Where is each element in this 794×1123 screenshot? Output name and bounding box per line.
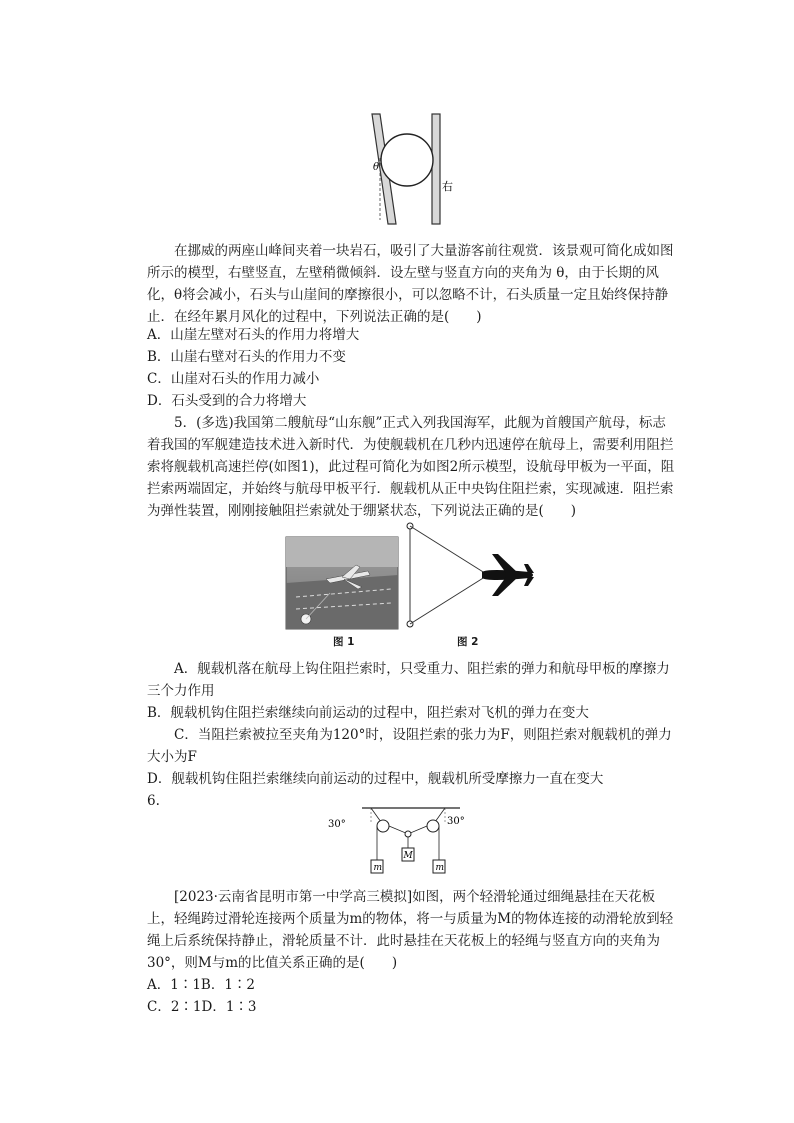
rock-between-cliffs-figure [360,108,460,228]
q5-option-c: C．当阻拦索被拉至夹角为120°时，设阻拦索的张力为F，则阻拦索对舰载机的弹力大小为F [147,727,672,765]
right-angle-label: 30° [447,816,465,827]
theta-label: θ [373,162,380,173]
middle-mass-label: M [403,851,413,861]
q5-option-b: B．舰载机钩住阻拦索继续向前运动的过程中，阻拦索对飞机的弹力在变大 [147,705,589,721]
q6-option-row-2: C．2∶1D．1∶3 [147,999,257,1015]
arresting-cable-model-figure [402,518,542,632]
figure-2-caption: 图 2 [457,636,479,648]
q5-stem: 5．(多选)我国第二艘航母“山东舰”正式入列我国海军，此舰为首艘国产航母，标志着我国的军舰建造技术进入新时代．为使舰载机在几秒内迅速停在航母上，需要利用阻拦索将舰载机高速拦停(如图1)，此过程可简化为如图2所示模型，设航母甲板为一平面，阻拦索两端固定，并始终与航母甲板平行．舰载机从正中央钩住阻拦索，实现减速．阻拦索为弹性装置，刚刚接触阻拦索就处于绷紧状态，下列说法正确的是( ) [147,415,675,519]
q6-stem: [2023·云南省昆明市第一中学高三模拟]如图，两个轻滑轮通过细绳悬挂在天花板上，轻绳跨过滑轮连接两个质量为m的物体，将一与质量为M的物体连接的动滑轮放到轻绳上后系统保持静止，滑轮质量不计．此时悬挂在天花板上的轻绳与竖直方向的夹角为30°，则M与m的比值关系正确的是( ) [147,889,674,971]
q4-option-a: A．山崖左壁对石头的作用力将增大 [147,327,360,343]
airplane-silhouette-icon [482,554,534,596]
q6-number: 6. [147,793,160,809]
figure-1-caption: 图 1 [333,636,355,648]
right-mass-label: m [435,863,445,873]
right-fixed-pulley [427,820,439,832]
rock-circle [381,134,433,186]
pulley-system-figure [328,804,466,878]
cable-lower-segment [410,575,488,624]
movable-pulley [405,831,411,837]
q6-option-row-1: A．1∶1B．1∶2 [147,977,256,993]
carrier-photo-figure [286,537,398,629]
q4-option-b: B．山崖右壁对石头的作用力不变 [147,349,346,365]
left-hanging-rope [371,808,381,822]
right-cliff-wall [432,114,440,224]
q4-option-c: C．山崖对石头的作用力减小 [147,371,320,387]
q5-option-d: D．舰载机钩住阻拦索继续向前运动的过程中，舰载机所受摩擦力一直在变大 [147,771,604,787]
q4-stem: 在挪威的两座山峰间夹着一块岩石，吸引了大量游客前往观赏．该景观可简化成如图所示的模型，右壁竖直，左壁稍微倾斜．设左壁与竖直方向的夹角为 θ，由于长期的风化，θ将会减小，石头与山崖间的摩擦很小，可以忽略不计，石头质量一定且始终保持静止．在经年累月风化的过程中，下列说法正确的是( ) [147,243,674,325]
right-wall-label: 右 [442,180,453,193]
q5-option-a: A．舰载机落在航母上钩住阻拦索时，只受重力、阻拦索的弹力和航母甲板的摩擦力三个力作用 [147,661,670,699]
left-mass-label: m [373,863,383,873]
cable-upper-segment [410,526,488,575]
right-hanging-rope [435,808,445,822]
left-angle-label: 30° [328,819,346,830]
left-fixed-pulley [377,820,389,832]
q4-option-d: D．石头受到的合力将增大 [147,393,307,409]
